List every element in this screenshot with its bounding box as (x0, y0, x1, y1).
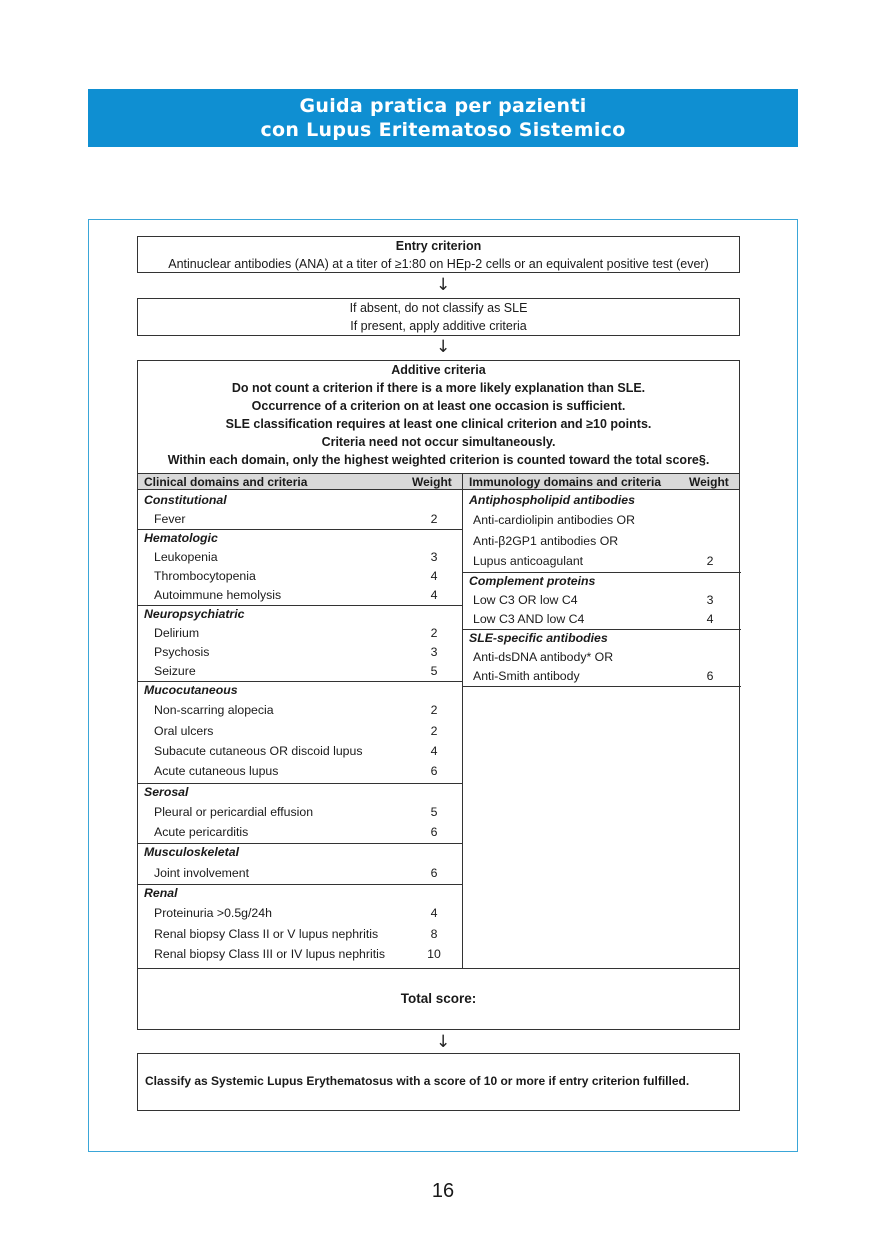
clinical-weight: 4 (430, 588, 438, 602)
immunology-criterion: Anti-dsDNA antibody* OR (473, 650, 614, 665)
domain-divider (138, 843, 462, 844)
clinical-weight: 5 (430, 804, 438, 819)
clinical-weight: 2 (430, 723, 438, 738)
clinical-criterion: Joint involvement (154, 865, 250, 880)
clinical-domain-name: Mucocutaneous (144, 683, 238, 697)
entry-criterion-text: Antinuclear antibodies (ANA) at a titer of ≥1:80 on HEp-2 cells or an equivalent positive test (ever) (168, 257, 709, 271)
additive-rule: SLE classification requires at least one clinical criterion and ≥10 points. (225, 417, 652, 431)
header-banner (88, 89, 798, 147)
arrow-down-icon: ↓ (436, 275, 451, 295)
clinical-weight: 2 (430, 703, 438, 718)
clinical-criterion: Subacute cutaneous OR discoid lupus (154, 743, 363, 758)
additive-rule: Do not count a criterion if there is a more likely explanation than SLE. (231, 381, 646, 395)
additive-criteria-box (137, 360, 740, 1030)
clinical-column-header: Clinical domains and criteria (144, 475, 308, 489)
clinical-criterion: Non-scarring alopecia (154, 703, 274, 718)
decision-box (137, 298, 740, 336)
immunology-column-header: Immunology domains and criteria (469, 475, 662, 489)
clinical-weight: 8 (430, 926, 438, 941)
immunology-weight: 3 (706, 593, 714, 608)
clinical-criterion: Psychosis (154, 645, 210, 659)
clinical-criterion: Renal biopsy Class II or V lupus nephritis (154, 926, 379, 941)
clinical-domain-name: Neuropsychiatric (144, 607, 245, 621)
classification-box (137, 1053, 740, 1111)
clinical-criterion: Pleural or pericardial effusion (154, 804, 314, 819)
clinical-domain-name: Serosal (144, 784, 189, 799)
classification-text: Classify as Systemic Lupus Erythematosus with a score of 10 or more if entry criterion fulfilled. (145, 1074, 690, 1088)
clinical-weight: 6 (430, 825, 438, 840)
clinical-criterion: Acute pericarditis (154, 825, 249, 840)
additive-rule: Occurrence of a criterion on at least one occasion is sufficient. (251, 399, 626, 413)
clinical-weight: 4 (430, 743, 438, 758)
decision-absent: If absent, do not classify as SLE (349, 301, 528, 315)
column-divider (462, 473, 463, 969)
domain-divider (138, 783, 462, 784)
clinical-weight: 2 (430, 512, 438, 526)
domain-divider (138, 529, 462, 530)
clinical-criterion: Oral ulcers (154, 723, 214, 738)
header-title-line2: con Lupus Eritematoso Sistemico (260, 119, 626, 141)
immunology-criterion: Anti-cardiolipin antibodies OR (473, 513, 635, 528)
immunology-criterion: Low C3 OR low C4 (473, 593, 578, 608)
total-score-label: Total score: (400, 991, 477, 1006)
domain-divider (462, 686, 741, 687)
clinical-criterion: Renal biopsy Class III or IV lupus nephritis (154, 946, 386, 961)
clinical-criterion: Fever (154, 512, 186, 526)
header-title-line1: Guida pratica per pazienti (299, 95, 587, 117)
domain-divider (462, 572, 741, 573)
clinical-weight: 10 (427, 946, 441, 961)
additive-rule: Criteria need not occur simultaneously. (321, 435, 556, 449)
immunology-criterion: Lupus anticoagulant (473, 553, 584, 568)
clinical-criterion: Leukopenia (154, 550, 218, 564)
entry-criterion-box (137, 236, 740, 273)
arrow-down-icon: ↓ (436, 337, 451, 357)
clinical-weight: 3 (430, 645, 438, 659)
domain-divider (138, 605, 462, 606)
domain-divider (462, 629, 741, 630)
immunology-weight: 4 (706, 612, 714, 627)
immunology-domain-name: SLE-specific antibodies (469, 631, 608, 646)
immunology-criterion: Low C3 AND low C4 (473, 612, 585, 627)
immunology-weight: 2 (706, 553, 714, 568)
clinical-weight: 6 (430, 764, 438, 779)
immunology-domain-name: Complement proteins (469, 574, 596, 589)
additive-criteria-title: Additive criteria (391, 363, 486, 377)
clinical-weight: 6 (430, 865, 438, 880)
immunology-domain-name: Antiphospholipid antibodies (469, 493, 635, 507)
clinical-weight: 4 (430, 569, 438, 583)
clinical-weight: 5 (430, 664, 438, 678)
entry-criterion-title: Entry criterion (395, 239, 482, 253)
decision-present: If present, apply additive criteria (350, 319, 527, 333)
clinical-weight-header: Weight (412, 475, 452, 489)
clinical-criterion: Seizure (154, 664, 196, 678)
immunology-weight: 6 (706, 669, 714, 684)
clinical-criterion: Delirium (154, 626, 200, 640)
clinical-domain-name: Constitutional (144, 493, 227, 507)
clinical-weight: 4 (430, 906, 438, 921)
clinical-criterion: Autoimmune hemolysis (154, 588, 282, 602)
arrow-down-icon: ↓ (436, 1032, 451, 1052)
clinical-criterion: Proteinuria >0.5g/24h (154, 906, 272, 921)
domain-divider (138, 681, 462, 682)
clinical-weight: 3 (430, 550, 438, 564)
clinical-domain-name: Hematologic (144, 531, 218, 545)
total-divider (138, 968, 739, 969)
criteria-table-header (138, 473, 739, 490)
domain-divider (138, 884, 462, 885)
page-number: 16 (431, 1180, 455, 1202)
immunology-criterion: Anti-β2GP1 antibodies OR (473, 533, 619, 548)
additive-rule: Within each domain, only the highest weighted criterion is counted toward the total score§. (167, 453, 710, 467)
immunology-criterion: Anti-Smith antibody (473, 669, 580, 684)
clinical-domain-name: Musculoskeletal (144, 845, 239, 860)
clinical-criterion: Thrombocytopenia (154, 569, 256, 583)
immunology-weight-header: Weight (689, 475, 729, 489)
clinical-criterion: Acute cutaneous lupus (154, 764, 279, 779)
clinical-domain-name: Renal (144, 886, 178, 900)
clinical-weight: 2 (430, 626, 438, 640)
